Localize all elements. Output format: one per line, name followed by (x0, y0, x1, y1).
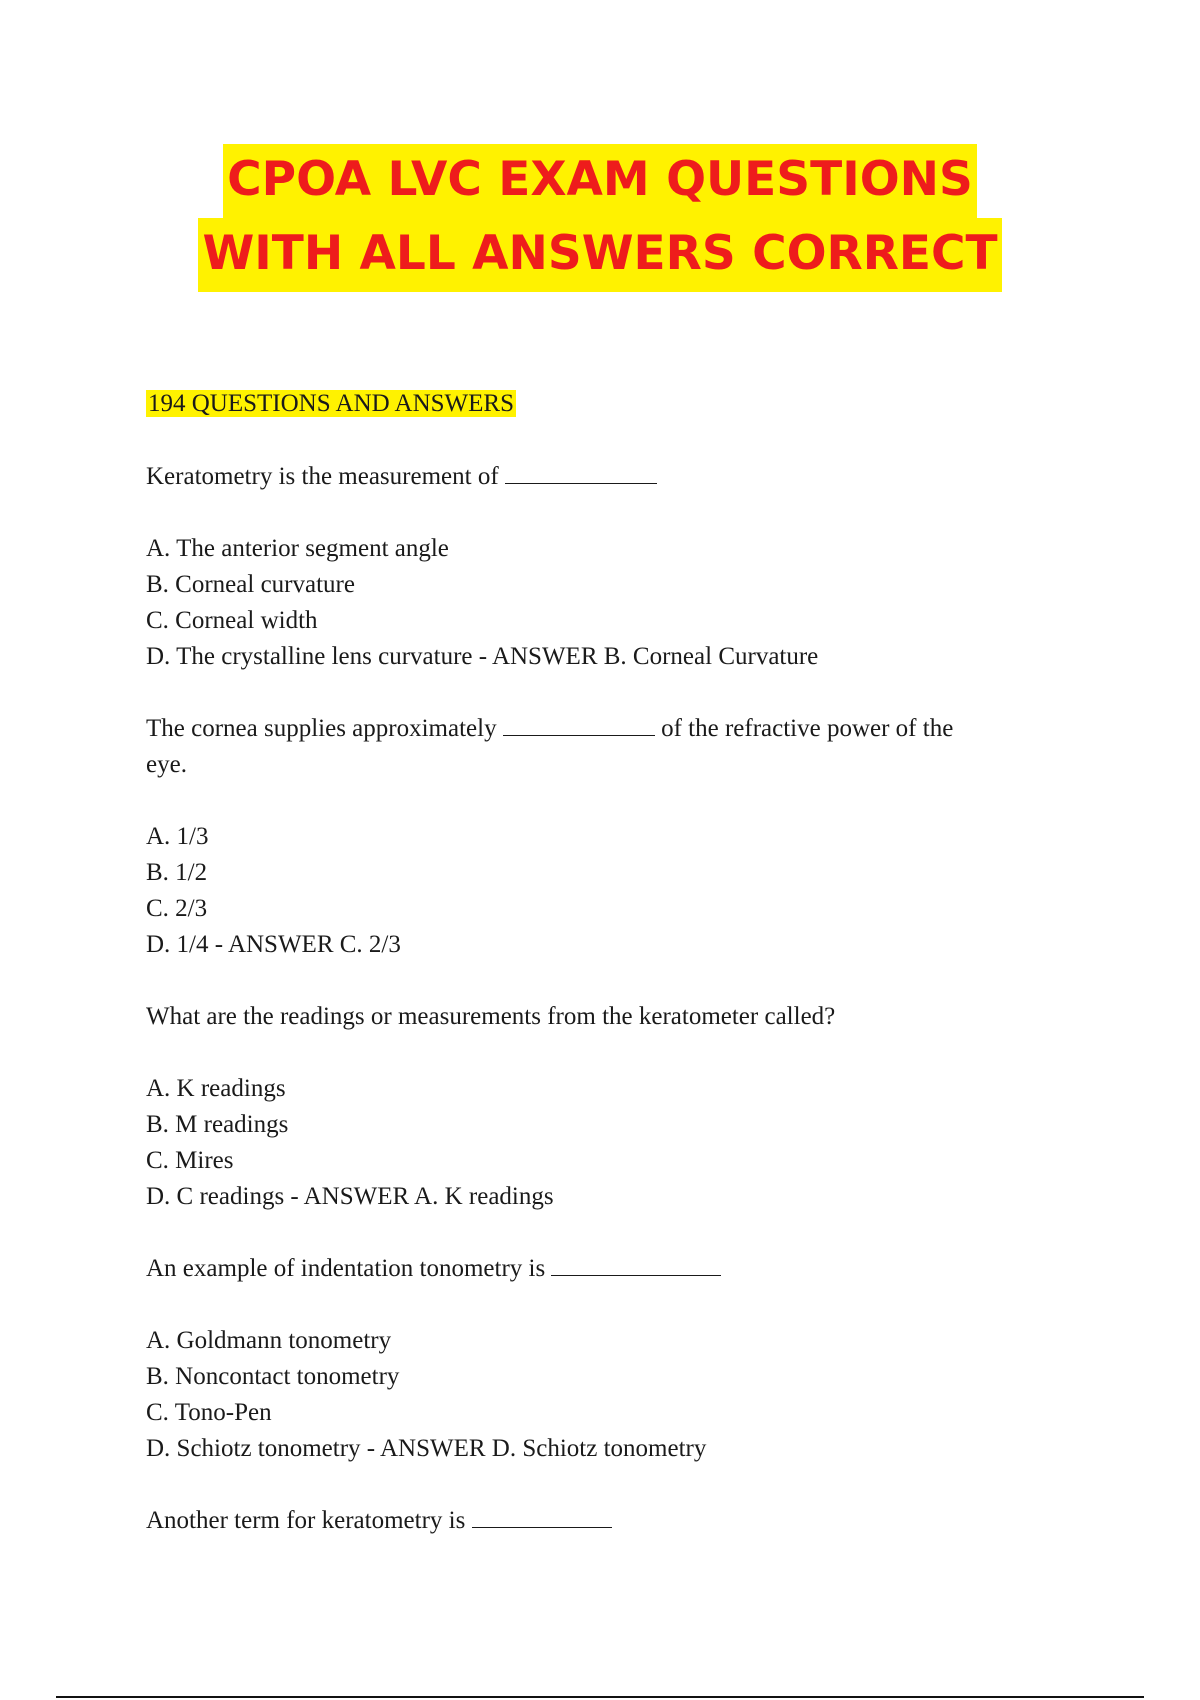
question-block-1 (146, 459, 1066, 675)
document-title (0, 144, 1200, 292)
question-stem: An example of indentation tonometry is (146, 1251, 1066, 1287)
question-block-2 (146, 711, 1066, 963)
question-stem: Another term for keratometry is (146, 1503, 1066, 1539)
answer-blank (551, 1255, 721, 1276)
option-b: B. M readings (146, 1111, 289, 1138)
answer-blank (503, 715, 655, 736)
option-c: C. 2/3 (146, 895, 208, 922)
title-line-2: WITH ALL ANSWERS CORRECT (198, 218, 1001, 292)
question-stem-wrap: eye. (146, 751, 187, 778)
title-line-1: CPOA LVC EXAM QUESTIONS (223, 144, 977, 218)
subtitle-highlight: 194 QUESTIONS AND ANSWERS (148, 390, 515, 417)
option-a: A. Goldmann tonometry (146, 1327, 392, 1354)
option-d-answer: D. The crystalline lens curvature - ANSWER B. Corneal Curvature (146, 643, 819, 670)
question-stem: What are the readings or measurements from the keratometer called? (146, 1003, 836, 1030)
page-bottom-divider (56, 1696, 1144, 1698)
option-b: B. 1/2 (146, 859, 208, 886)
option-b: B. Noncontact tonometry (146, 1363, 400, 1390)
question-stem: Keratometry is the measurement of (146, 459, 1066, 495)
question-block-5 (146, 1503, 1066, 1539)
option-a: A. 1/3 (146, 823, 209, 850)
option-b: B. Corneal curvature (146, 571, 355, 598)
answer-blank (472, 1507, 612, 1528)
question-stem: The cornea supplies approximately of the refractive power of the (146, 715, 954, 742)
question-block-4 (146, 1251, 1066, 1467)
option-d-answer: D. Schiotz tonometry - ANSWER D. Schiotz tonometry (146, 1435, 707, 1462)
question-count-heading (146, 386, 1066, 422)
answer-blank (505, 463, 657, 484)
option-d-answer: D. 1/4 - ANSWER C. 2/3 (146, 931, 401, 958)
option-a: A. K readings (146, 1075, 286, 1102)
option-c: C. Tono-Pen (146, 1399, 272, 1426)
option-c: C. Mires (146, 1147, 234, 1174)
question-block-3 (146, 999, 1066, 1215)
option-c: C. Corneal width (146, 607, 318, 634)
option-a: A. The anterior segment angle (146, 535, 449, 562)
option-d-answer: D. C readings - ANSWER A. K readings (146, 1183, 554, 1210)
question-list (146, 459, 1066, 1539)
